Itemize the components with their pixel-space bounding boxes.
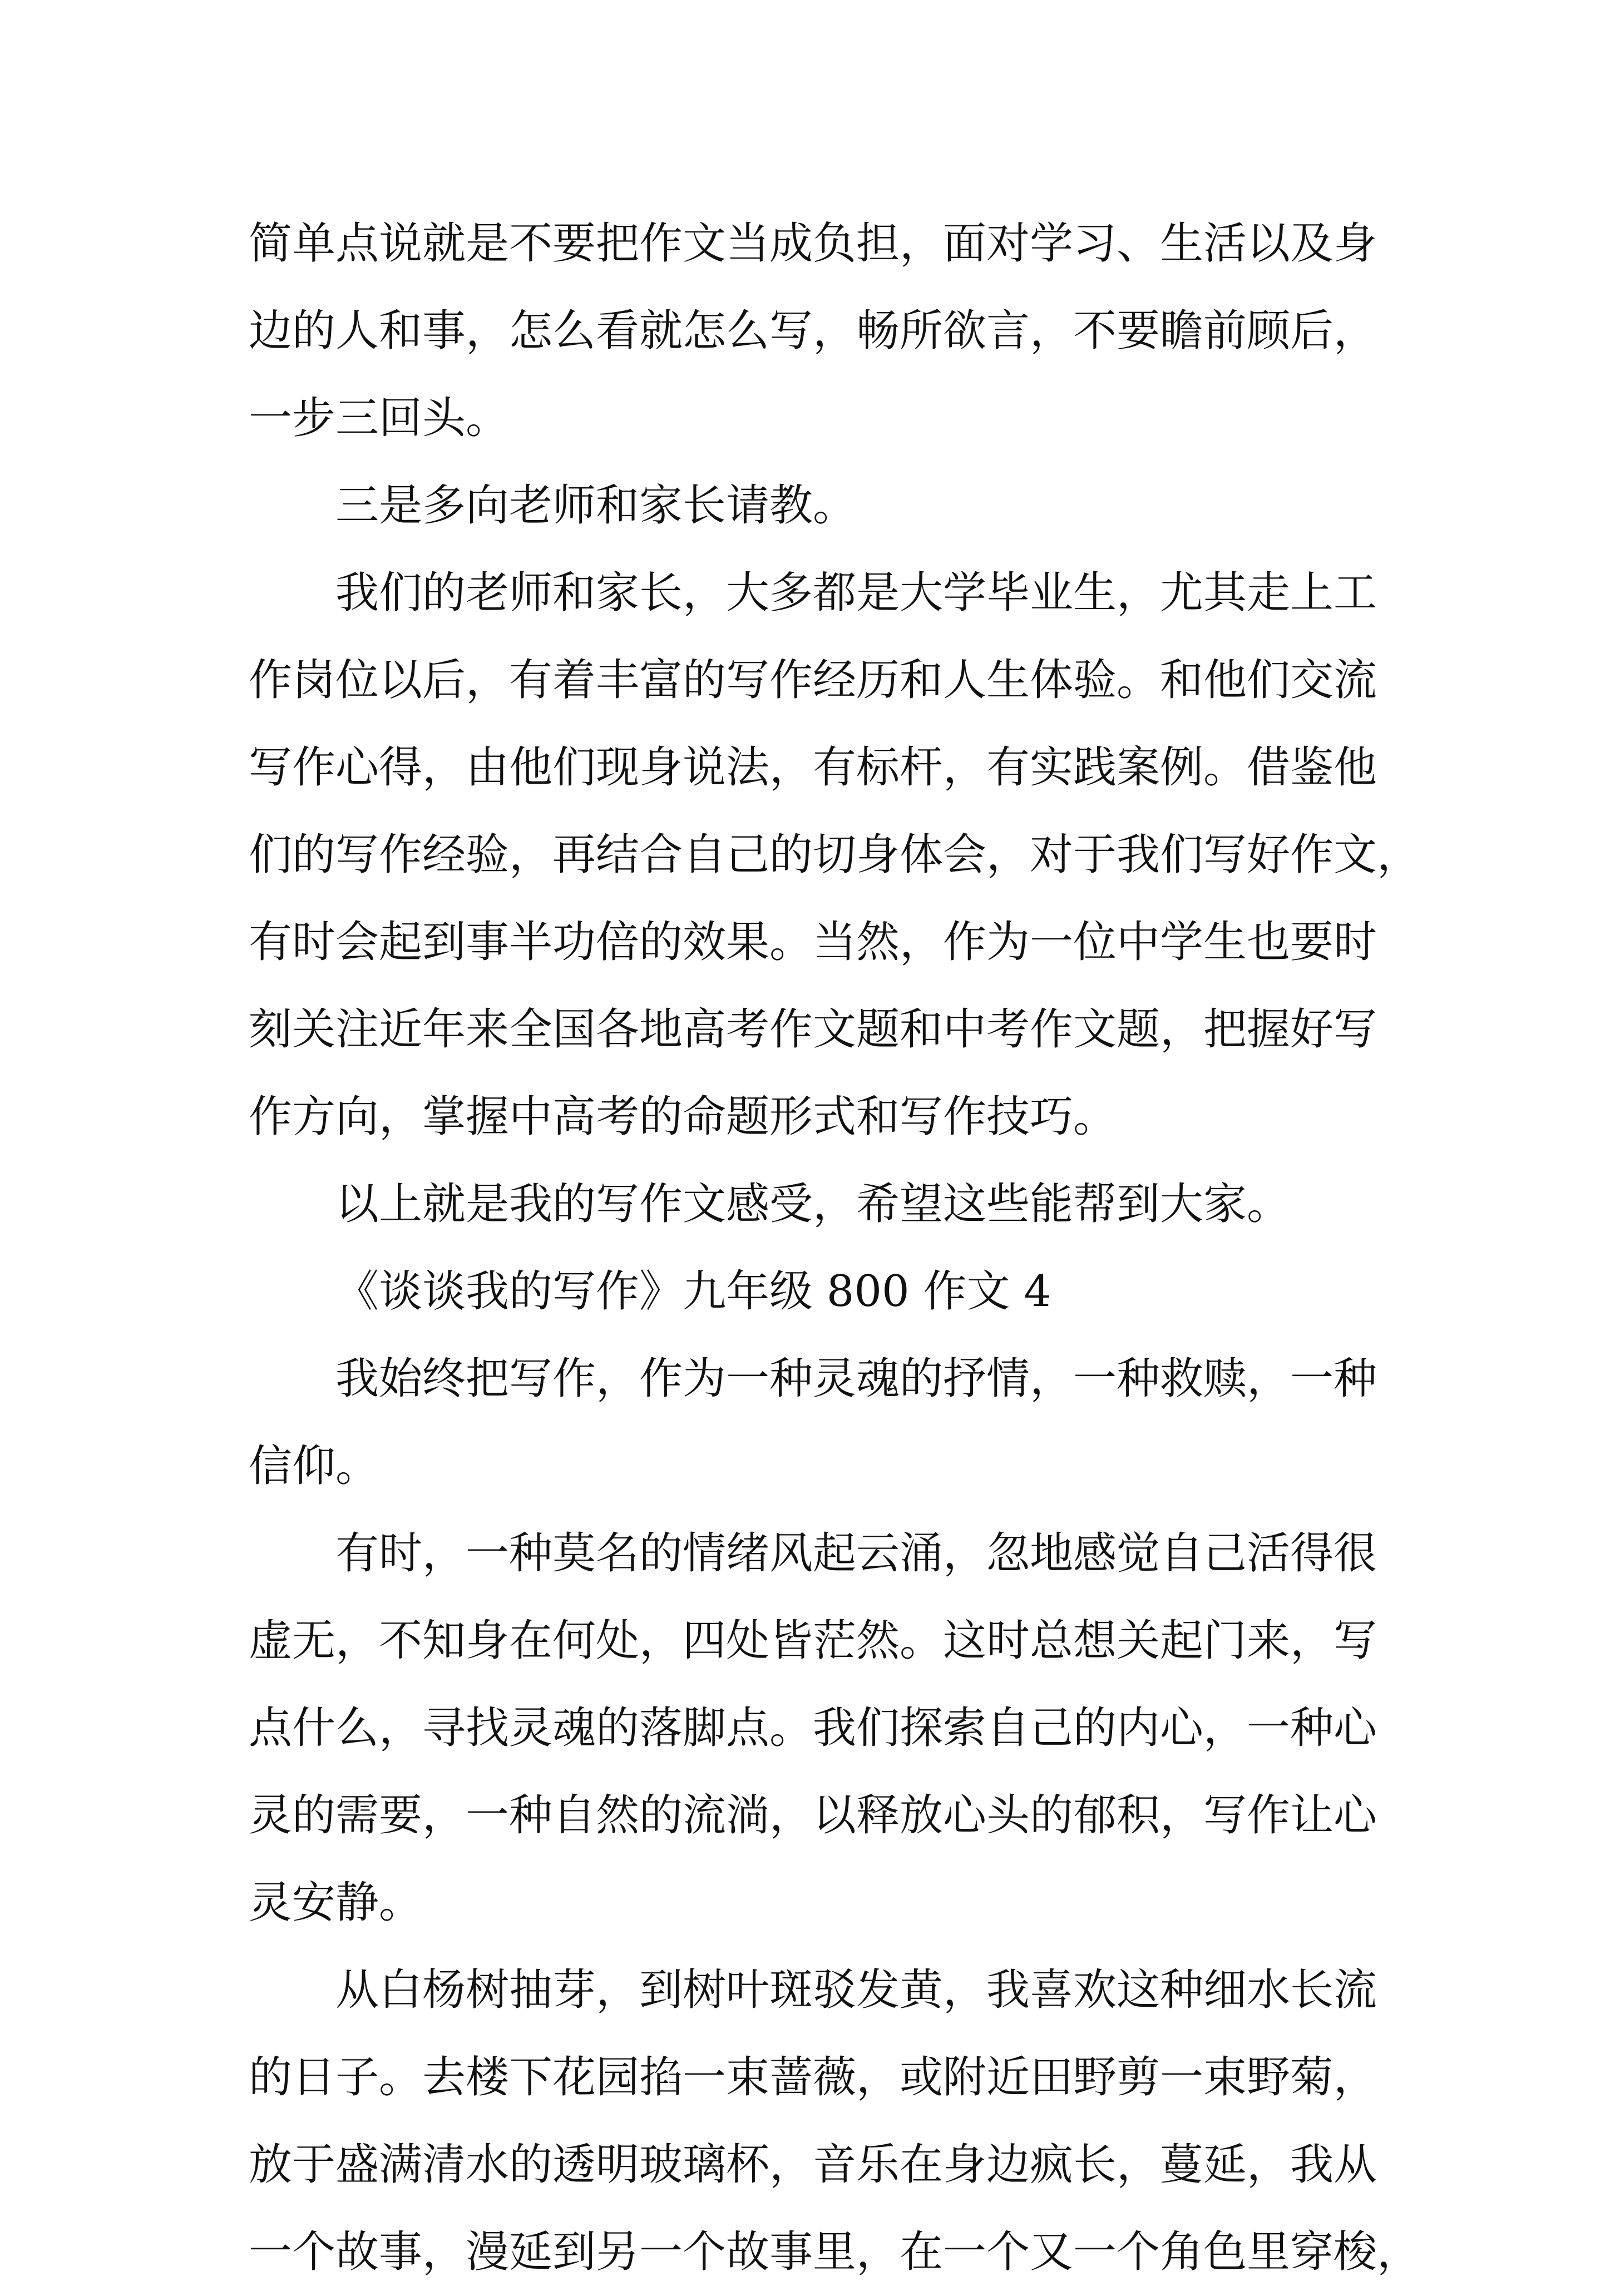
text-line: 刻关注近年来全国各地高考作文题和中考作文题，把握好写 [249,1004,1377,1055]
text-line: 信仰。 [249,1441,379,1491]
text-line: 虚无，不知身在何处，四处皆茫然。这时总想关起门来，写 [249,1616,1377,1666]
text-line: 点什么，寻找灵魂的落脚点。我们探索自己的内心，一种心 [249,1703,1377,1753]
text-line: 以上就是我的写作文感受，希望这些能帮到大家。 [335,1179,1291,1229]
text-line: 作方向，掌握中高考的命题形式和写作技巧。 [249,1092,1117,1142]
text-line: 的日子。去楼下花园掐一束蔷薇，或附近田野剪一束野菊， [249,2052,1377,2102]
text-line: 灵安静。 [249,1878,423,1928]
document-body [249,200,1421,2296]
text-line: 灵的需要，一种自然的流淌，以释放心头的郁积，写作让心 [249,1790,1377,1840]
text-line: 边的人和事，怎么看就怎么写，畅所欲言，不要瞻前顾后， [249,306,1377,356]
text-line: 们的写作经验，再结合自己的切身体会，对于我们写好作文， [249,830,1421,880]
text-line: 有时会起到事半功倍的效果。当然，作为一位中学生也要时 [249,917,1377,967]
text-line: 从白杨树抽芽，到树叶斑驳发黄，我喜欢这种细水长流 [335,1965,1377,2015]
text-line: 我始终把写作，作为一种灵魂的抒情，一种救赎，一种 [335,1354,1377,1404]
text-line: 写作心得，由他们现身说法，有标杆，有实践案例。借鉴他 [249,743,1377,793]
text-line: 三是多向老师和家长请教。 [335,481,857,531]
text-line: 有时，一种莫名的情绪风起云涌，忽地感觉自己活得很 [335,1528,1377,1578]
text-line: 一个故事，漫延到另一个故事里，在一个又一个角色里穿梭， [249,2227,1421,2277]
text-line: 简单点说就是不要把作文当成负担，面对学习、生活以及身 [249,219,1377,269]
section-heading: 《谈谈我的写作》九年级 800 作文 4 [335,1266,1051,1317]
text-line: 放于盛满清水的透明玻璃杯，音乐在身边疯长，蔓延，我从 [249,2140,1377,2190]
text-line: 一步三回头。 [249,393,510,443]
text-line: 我们的老师和家长，大多都是大学毕业生，尤其走上工 [335,568,1377,618]
text-line: 作岗位以后，有着丰富的写作经历和人生体验。和他们交流 [249,655,1377,705]
